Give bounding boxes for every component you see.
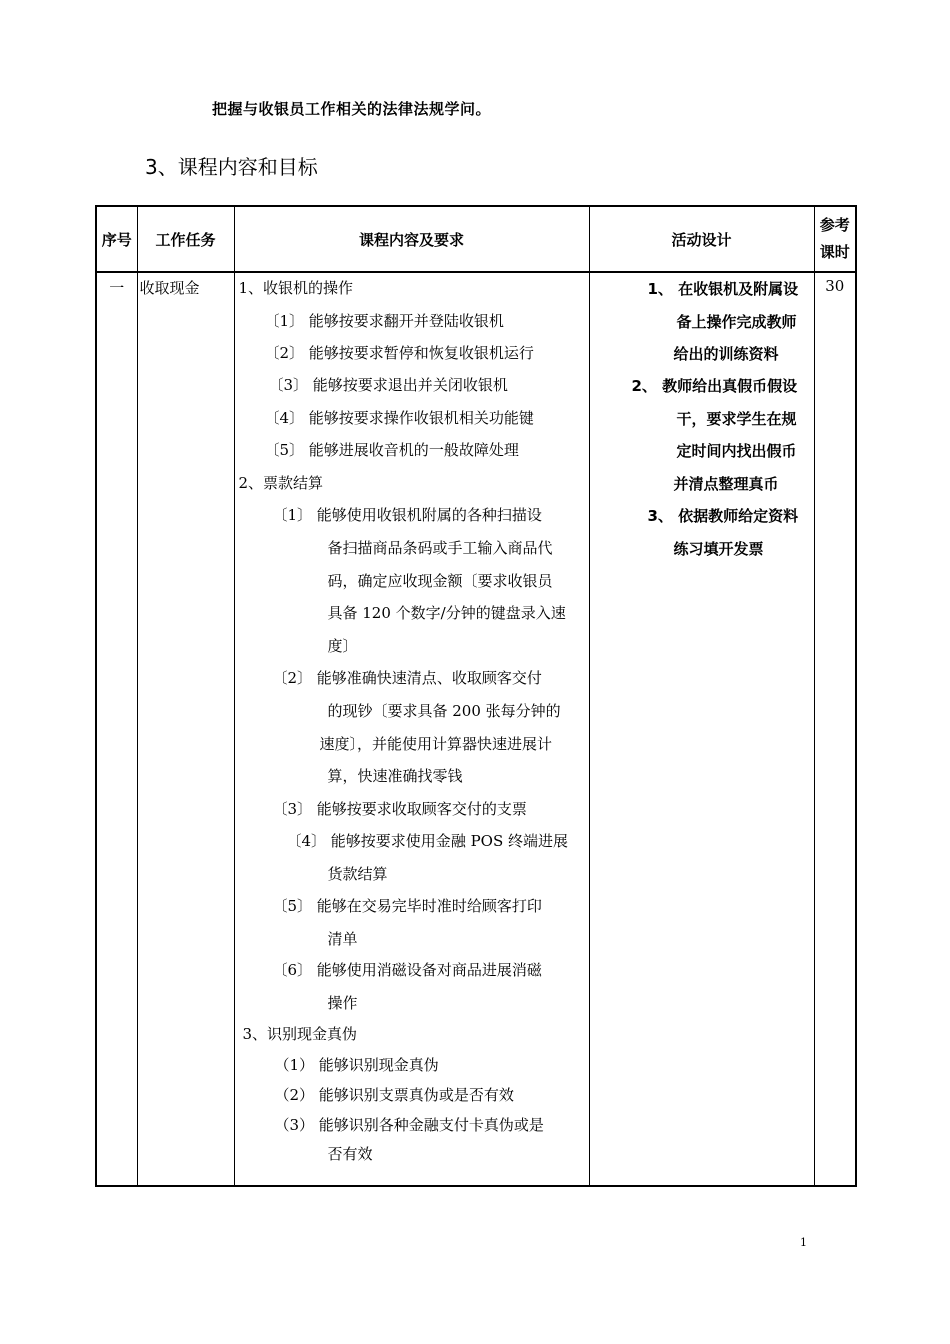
content-line: 1、收银机的操作	[238, 279, 354, 297]
row-hours: 30	[814, 272, 856, 1186]
content-line: 货款结算	[327, 865, 388, 883]
intro-text: 把握与收银员工作相关的法律法规学问。	[212, 100, 492, 118]
row-content	[234, 272, 589, 1186]
header-hours-line2: 课时	[819, 243, 850, 261]
content-line: 2、票款结算	[238, 474, 324, 492]
content-line: 操作	[327, 994, 358, 1012]
content-line: 清单	[327, 930, 358, 948]
content-line: 度〕	[327, 637, 358, 655]
content-line: 具备 120 个数字/分钟的键盘录入速	[327, 604, 566, 622]
content-line: 〔2〕 能够准确快速清点、收取顾客交付	[272, 669, 542, 687]
content-line: （1） 能够识别现金真伪	[274, 1056, 439, 1074]
header-seq: 序号	[96, 206, 137, 272]
header-activity: 活动设计	[589, 206, 814, 272]
table-row	[96, 272, 856, 1186]
activity-line: 备上操作完成教师	[676, 313, 797, 331]
table-header-row	[96, 206, 856, 272]
content-line: （2） 能够识别支票真伪或是否有效	[274, 1086, 514, 1104]
activity-line: 给出的训练资料	[673, 345, 779, 363]
activity-line: 练习填开发票	[673, 540, 764, 558]
row-activity	[589, 272, 814, 1186]
activity-line: 3、 依据教师给定资料	[647, 507, 799, 525]
content-line: 速度〕，并能使用计算器快速进展计	[319, 735, 553, 753]
header-hours	[814, 206, 856, 272]
activity-line: 并清点整理真币	[673, 475, 779, 493]
header-content: 课程内容及要求	[234, 206, 589, 272]
content-line: （3） 能够识别各种金融支付卡真伪或是	[274, 1116, 544, 1134]
content-line: 〔5〕 能够进展收音机的一般故障处理	[264, 441, 519, 459]
row-seq: 一	[96, 272, 137, 1186]
content-line: 〔4〕 能够按要求操作收银机相关功能键	[264, 409, 534, 427]
content-line: 〔6〕 能够使用消磁设备对商品进展消磁	[272, 961, 542, 979]
course-table	[95, 205, 857, 1187]
content-line: 3、识别现金真伪	[242, 1025, 358, 1043]
activity-line: 1、 在收银机及附属设	[647, 280, 799, 298]
content-line: 备扫描商品条码或手工输入商品代	[327, 539, 553, 557]
content-line: 的现钞〔要求具备 200 张每分钟的	[327, 702, 561, 720]
content-line: 码，确定应收现金额〔要求收银员	[327, 572, 553, 590]
section-heading: 3、课程内容和目标	[145, 155, 318, 179]
activity-line: 定时间内找出假币	[676, 442, 797, 460]
content-line: 否有效	[327, 1145, 373, 1163]
header-task: 工作任务	[137, 206, 234, 272]
header-hours-line1: 参考	[819, 216, 850, 234]
content-line: 〔5〕 能够在交易完毕时准时给顾客打印	[272, 897, 542, 915]
content-line: 〔1〕 能够按要求翻开并登陆收银机	[264, 312, 504, 330]
content-line: 〔4〕 能够按要求使用金融 POS 终端进展	[286, 832, 569, 850]
page-number: 1	[800, 1236, 807, 1249]
content-line: 算，快速准确找零钱	[327, 767, 463, 785]
row-task: 收取现金	[137, 272, 234, 1186]
content-line: 〔1〕 能够使用收银机附属的各种扫描设	[272, 506, 542, 524]
content-line: 〔3〕 能够按要求收取顾客交付的支票	[272, 800, 527, 818]
activity-line: 2、 教师给出真假币假设	[631, 377, 798, 395]
content-line: 〔2〕 能够按要求暂停和恢复收银机运行	[264, 344, 534, 362]
activity-line: 干，要求学生在规	[676, 410, 797, 428]
content-line: 〔3〕 能够按要求退出并关闭收银机	[268, 376, 508, 394]
